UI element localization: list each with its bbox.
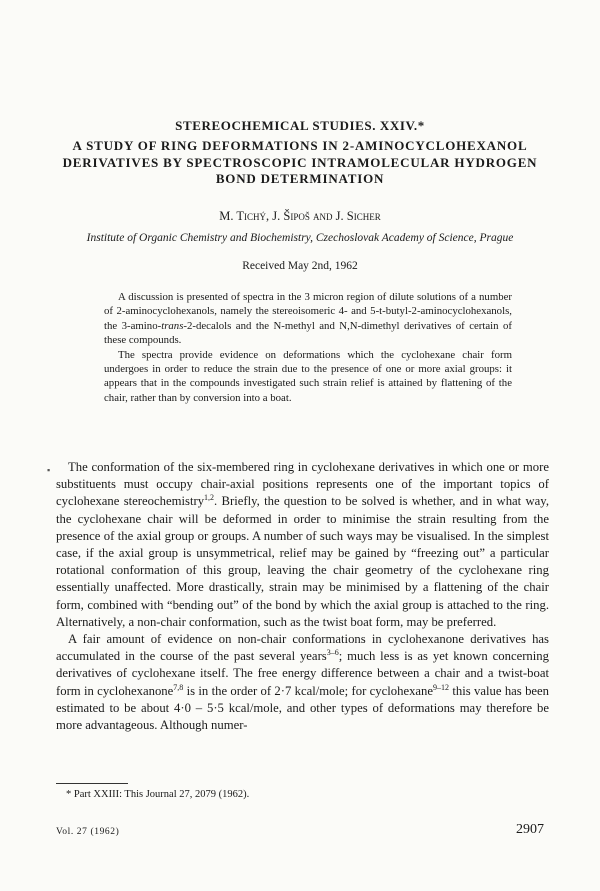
- body-text: [56, 459, 549, 734]
- abstract: [104, 290, 512, 405]
- body-paragraph: A fair amount of evidence on non-chair conformations in cyclohexanone derivatives has accumulated in the course of the past several years$^{3-6}$; much less is as yet known concerning derivatives of cyclohexane itself. The free energy difference between a chair and a twist-boat form in cyclohexanone$^{7,8}$ is in the order of 2·7 kcal/mole; for cyclohexane$^{9-12}$ this value has been estimated to be about 4·0 – 5·5 kcal/mole, and other types of deformations may therefore be more advantageous. Although numer-: [56, 632, 550, 733]
- received-date: Received May 2nd, 1962: [242, 260, 358, 272]
- citation: 7,8: [173, 682, 184, 692]
- affiliation: Institute of Organic Chemistry and Biochemistry, Czechoslovak Academy of Science, Prague: [86, 232, 514, 244]
- series-heading: STEREOCHEMICAL STUDIES. XXIV.*: [175, 118, 425, 133]
- authors: M. Tichý, J. Šipoš and J. Sicher: [219, 209, 381, 223]
- title-line: A STUDY OF RING DEFORMATIONS IN 2-AMINOCYCLOHEXANOL: [72, 138, 528, 153]
- volume-info: Vol. 27 (1962): [56, 827, 120, 837]
- margin-mark: ▪: [47, 465, 51, 475]
- page-number: 2907: [516, 822, 544, 837]
- title-line: DERIVATIVES BY SPECTROSCOPIC INTRAMOLECULAR HYDROGEN: [62, 154, 538, 170]
- citation: 3–6: [326, 648, 339, 658]
- abstract-paragraph: The spectra provide evidence on deformations which the cyclohexane chair form undergoes in order to reduce the strain due to the presence of one or more axial groups: it appears that in the compounds investigated such strain relief is attained by flattening of the chair, rather than by conversion into a boat.: [104, 348, 512, 404]
- title-line: BOND DETERMINATION: [215, 171, 385, 186]
- citation: 1,2: [204, 493, 215, 503]
- article-title: [50, 138, 550, 188]
- footnote-rule: [56, 783, 128, 784]
- footnote: * Part XXIII: This Journal 27, 2079 (1962).: [66, 789, 250, 800]
- body-paragraph: The conformation of the six-membered ring in cyclohexane derivatives in which one or more substituents must occupy chair-axial positions represents one of the important topics of cyclohexane stereochemistry$^{1,2}$. Briefly, the question to be solved is whether, and in what way, the cyclohexane chair will be deformed in order to minimise the strain resulting from the presence of the axial group or groups. A number of such ways may be visualised. In the simplest case, if the axial group is unsymmetrical, relief may be gained by “freezing out” a particular rotational conformation of this group, leaving the chair geometry of the cyclohexane ring essentially unaffected. More drastically, strain may be minimised by a flattening of the chair form, combined with “bending out” of the bond by which the axial group is attached to the ring. Alternatively, a non-chair conformation, such as the twist boat form, may be preferred.: [56, 460, 549, 629]
- citation: 9–12: [433, 682, 450, 692]
- abstract-paragraph: A discussion is presented of spectra in the 3 micron region of dilute solutions of a number of 2-aminocyclohexanols, namely the stereoisomeric 4- and 5-t-butyl-2-aminocyclohexanols, the 3-amino-trans-2-decalols and the N-methyl and N,N-dimethyl derivatives of certain of these compounds.: [104, 291, 512, 347]
